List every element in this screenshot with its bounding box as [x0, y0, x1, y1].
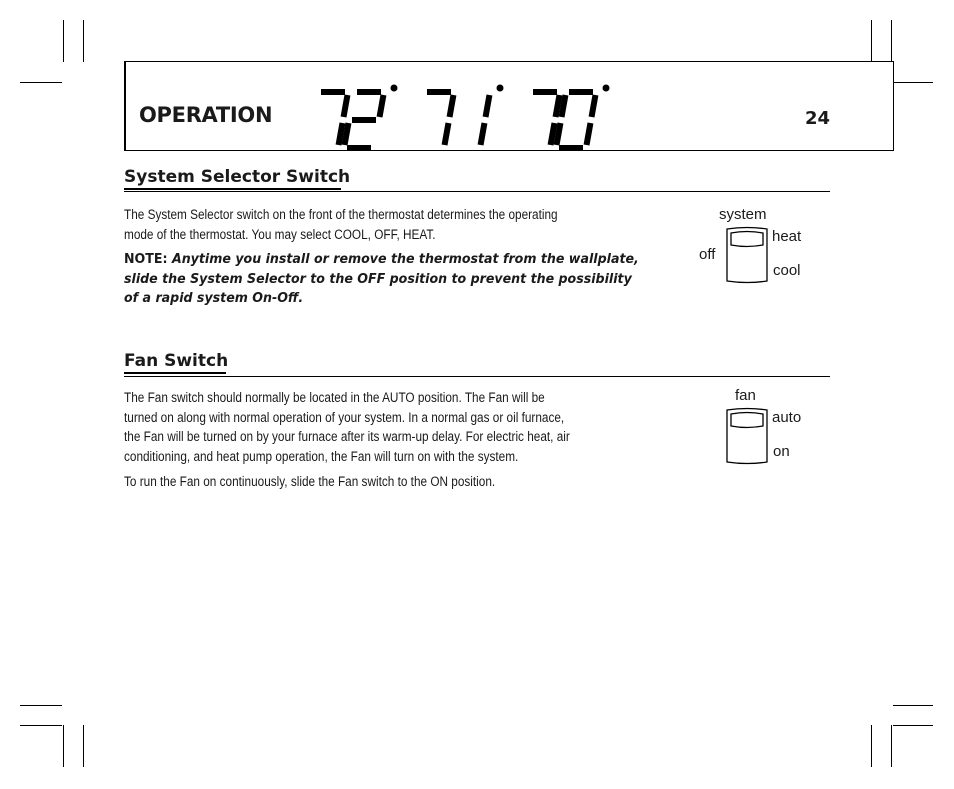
section-divider [124, 191, 830, 192]
system-selector-switch[interactable] [723, 225, 771, 285]
system-note [124, 250, 639, 309]
crop-mark [893, 705, 933, 706]
fan-switch-auto-label: auto [772, 409, 802, 426]
crop-mark [20, 725, 62, 726]
note-text: Anytime you install or remove the thermostat from the wallplate, [171, 252, 639, 267]
fan-switch-title: fan [735, 387, 756, 404]
page-title: OPERATION [139, 103, 273, 127]
section-title-underline [124, 188, 341, 190]
switch-slider[interactable] [731, 232, 763, 247]
system-switch-off-label: off [699, 246, 716, 263]
fan-switch-on-label: on [773, 443, 790, 460]
text-line [124, 250, 639, 270]
crop-mark [871, 20, 872, 62]
fan-section-title: Fan Switch [124, 351, 229, 371]
text-line: of a rapid system On-Off. [124, 291, 304, 306]
lcd-segment [481, 123, 485, 145]
crop-mark [20, 705, 62, 706]
crop-mark [893, 82, 933, 83]
lcd-segment [380, 95, 384, 117]
lcd-segment [551, 123, 555, 145]
system-switch-heat-label: heat [772, 228, 802, 245]
lcd-segment [345, 123, 349, 145]
crop-mark [63, 20, 64, 62]
note-label: NOTE: [124, 252, 168, 267]
crop-mark [20, 82, 62, 83]
lcd-temperature-display [300, 80, 620, 156]
fan-switch[interactable] [723, 406, 771, 466]
crop-mark [871, 725, 872, 767]
lcd-segment [450, 95, 454, 117]
lcd-degree-dot [497, 85, 504, 92]
lcd-segment [344, 95, 348, 117]
system-switch-title: system [719, 206, 767, 223]
crop-mark [893, 725, 933, 726]
fan-description [124, 388, 570, 466]
lcd-segment [445, 123, 449, 145]
lcd-segment [556, 95, 560, 117]
section-title-underline [124, 372, 226, 374]
text-line: turned on along with normal operation of your system. In a normal gas or oil furnace, [124, 409, 565, 425]
lcd-degree-dot [391, 85, 398, 92]
system-description [124, 205, 558, 244]
text-line: the Fan will be turned on by your furnace after its warm-up delay. For electric heat, air [124, 429, 570, 444]
lcd-degree-dot [603, 85, 610, 92]
lcd-segment [592, 95, 596, 117]
lcd-segment [562, 95, 566, 117]
system-section-title: System Selector Switch [124, 167, 351, 187]
lcd-segment [587, 123, 591, 145]
crop-mark [891, 20, 892, 62]
system-switch-cool-label: cool [773, 262, 801, 279]
text-line: conditioning, and heat pump operation, the Fan will turn on with the system. [124, 448, 519, 464]
crop-mark [83, 20, 84, 62]
crop-mark [63, 725, 64, 767]
page-number: 24 [805, 108, 831, 129]
crop-mark [83, 725, 84, 767]
text-line: The Fan switch should normally be located in the AUTO position. The Fan will be [124, 390, 545, 405]
text-line: mode of the thermostat. You may select COOL, OFF, HEAT. [124, 226, 436, 242]
text-line: slide the System Selector to the OFF position to prevent the possibility [124, 271, 632, 287]
fan-description-2: To run the Fan on continuously, slide the Fan switch to the ON position. [124, 474, 496, 489]
section-divider [124, 376, 830, 377]
switch-slider[interactable] [731, 413, 763, 428]
lcd-segment [557, 123, 561, 145]
text-line: The System Selector switch on the front of the thermostat determines the operating [124, 207, 558, 222]
lcd-segment [486, 95, 490, 117]
lcd-segment [339, 123, 343, 145]
crop-mark [891, 725, 892, 767]
